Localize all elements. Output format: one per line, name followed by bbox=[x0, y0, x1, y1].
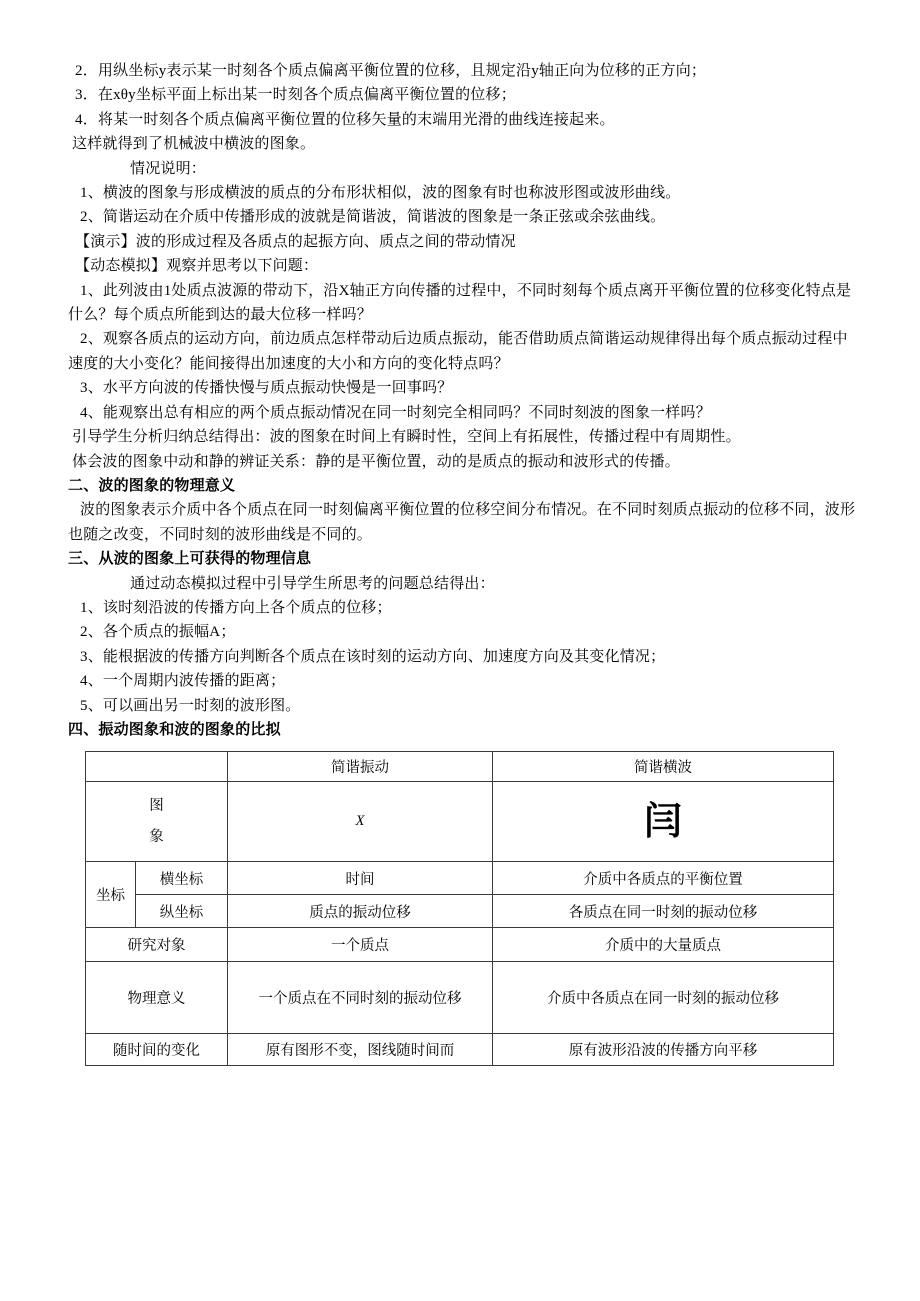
info-item-3: 3、能根据波的传播方向判断各个质点在该时刻的运动方向、加速度方向及其变化情况； bbox=[80, 648, 666, 665]
table-header-row bbox=[86, 752, 834, 782]
section-3-intro: 通过动态模拟过程中引导学生所思考的问题总结得出： bbox=[130, 575, 495, 592]
section-2-body: 波的图象表示介质中各个质点在同一时刻偏离平衡位置的位移空间分布情况。在不同时刻质点振动的位移不同，波形也随之改变，不同时刻的波形曲线是不同的。 bbox=[68, 502, 856, 543]
guide-summary-line: 引导学生分析归纳总结得出：波的图象在时间上有瞬时性，空间上有拓展性，传播过程中有周期性。 bbox=[72, 429, 741, 446]
research-object-row bbox=[86, 928, 834, 962]
broken-image-glyph: 闫 bbox=[643, 800, 682, 843]
physical-meaning-label: 物理意义 bbox=[86, 962, 228, 1034]
vertical-axis-label: 纵坐标 bbox=[136, 895, 228, 928]
vertical-axis-vibration: 质点的振动位移 bbox=[228, 895, 493, 928]
comparison-table bbox=[85, 751, 834, 1066]
physical-meaning-wave: 介质中各质点在同一时刻的振动位移 bbox=[493, 962, 834, 1034]
time-change-wave: 原有波形沿波的传播方向平移 bbox=[493, 1034, 834, 1066]
time-change-label: 随时间的变化 bbox=[86, 1034, 228, 1066]
dialectic-line: 体会波的图象中动和静的辨证关系：静的是平衡位置，动的是质点的振动和波形式的传播。 bbox=[72, 453, 681, 470]
demo-line: 【演示】波的形成过程及各质点的起振方向、质点之间的带动情况 bbox=[75, 233, 516, 250]
question-item-2: 2、观察各质点的运动方向，前边质点怎样带动后边质点振动，能否借助质点简谐运动规律得出每个质点振动过程中速度的大小变化？能间接得出加速度的大小和方向的变化特点吗？ bbox=[68, 331, 848, 372]
note-item-2: 2、简谐运动在介质中传播形成的波就是简谐波，简谐波的图象是一条正弦或余弦曲线。 bbox=[80, 209, 666, 226]
vibration-graph-placeholder: X bbox=[228, 782, 493, 862]
step-item-3: 3．在xθy坐标平面上标出某一时刻各个质点偏离平衡位置的位移； bbox=[75, 87, 516, 104]
note-item-1: 1、横波的图象与形成横波的质点的分布形状相似，波的图象有时也称波形图或波形曲线。 bbox=[80, 185, 681, 202]
header-vibration-cell: 简谐振动 bbox=[228, 752, 493, 782]
horizontal-axis-vibration: 时间 bbox=[228, 862, 493, 895]
question-item-3: 3、水平方向波的传播快慢与质点振动快慢是一回事吗？ bbox=[80, 380, 453, 397]
conclusion-line: 这样就得到了机械波中横波的图象。 bbox=[72, 136, 316, 153]
vertical-axis-row bbox=[86, 895, 834, 928]
dynamic-simulation-line: 【动态模拟】观察并思考以下问题： bbox=[75, 258, 319, 275]
wave-graph-placeholder bbox=[493, 782, 834, 862]
time-change-vibration: 原有图形不变，图线随时间而 bbox=[228, 1034, 493, 1066]
section-heading-2: 二、波的图象的物理意义 bbox=[68, 477, 236, 494]
horizontal-axis-label: 横坐标 bbox=[136, 862, 228, 895]
section-heading-3: 三、从波的图象上可获得的物理信息 bbox=[68, 551, 312, 568]
section-heading-4: 四、振动图象和波的图象的比拟 bbox=[68, 721, 281, 738]
info-item-4: 4、一个周期内波传播的距离； bbox=[80, 673, 286, 690]
header-wave-cell: 简谐横波 bbox=[493, 752, 834, 782]
step-item-4: 4．将某一时刻各个质点偏离平衡位置的位移矢量的末端用光滑的曲线连接起来。 bbox=[75, 111, 615, 128]
graph-label-text: 图象 bbox=[149, 797, 164, 845]
physical-meaning-row bbox=[86, 962, 834, 1034]
info-item-5: 5、可以画出另一时刻的波形图。 bbox=[80, 697, 301, 714]
time-change-row bbox=[86, 1034, 834, 1066]
graph-row bbox=[86, 782, 834, 862]
info-item-2: 2、各个质点的振幅A； bbox=[80, 624, 236, 641]
info-item-1: 1、该时刻沿波的传播方向上各个质点的位移； bbox=[80, 599, 392, 616]
horizontal-axis-wave: 介质中各质点的平衡位置 bbox=[493, 862, 834, 895]
coordinate-group-label: 坐标 bbox=[86, 862, 136, 928]
document-body bbox=[68, 59, 856, 742]
situation-note-heading: 情况说明： bbox=[130, 160, 207, 177]
research-object-label: 研究对象 bbox=[86, 928, 228, 962]
research-object-wave: 介质中的大量质点 bbox=[493, 928, 834, 962]
step-item-2: 2．用纵坐标y表示某一时刻各个质点偏离平衡位置的位移，且规定沿y轴正向为位移的正方向； bbox=[75, 63, 707, 79]
question-item-1: 1、此列波由1处质点波源的带动下，沿X轴正方向传播的过程中，不同时刻每个质点离开平衡位置的位移变化特点是什么？每个质点所能到达的最大位移一样吗？ bbox=[68, 282, 852, 324]
vertical-axis-wave: 各质点在同一时刻的振动位移 bbox=[493, 895, 834, 928]
research-object-vibration: 一个质点 bbox=[228, 928, 493, 962]
horizontal-axis-row bbox=[86, 862, 834, 895]
physical-meaning-vibration: 一个质点在不同时刻的振动位移 bbox=[228, 962, 493, 1034]
header-empty-cell bbox=[86, 752, 228, 782]
question-item-4: 4、能观察出总有相应的两个质点振动情况在同一时刻完全相同吗？不同时刻波的图象一样吗？ bbox=[80, 404, 711, 421]
graph-row-label bbox=[86, 782, 228, 862]
